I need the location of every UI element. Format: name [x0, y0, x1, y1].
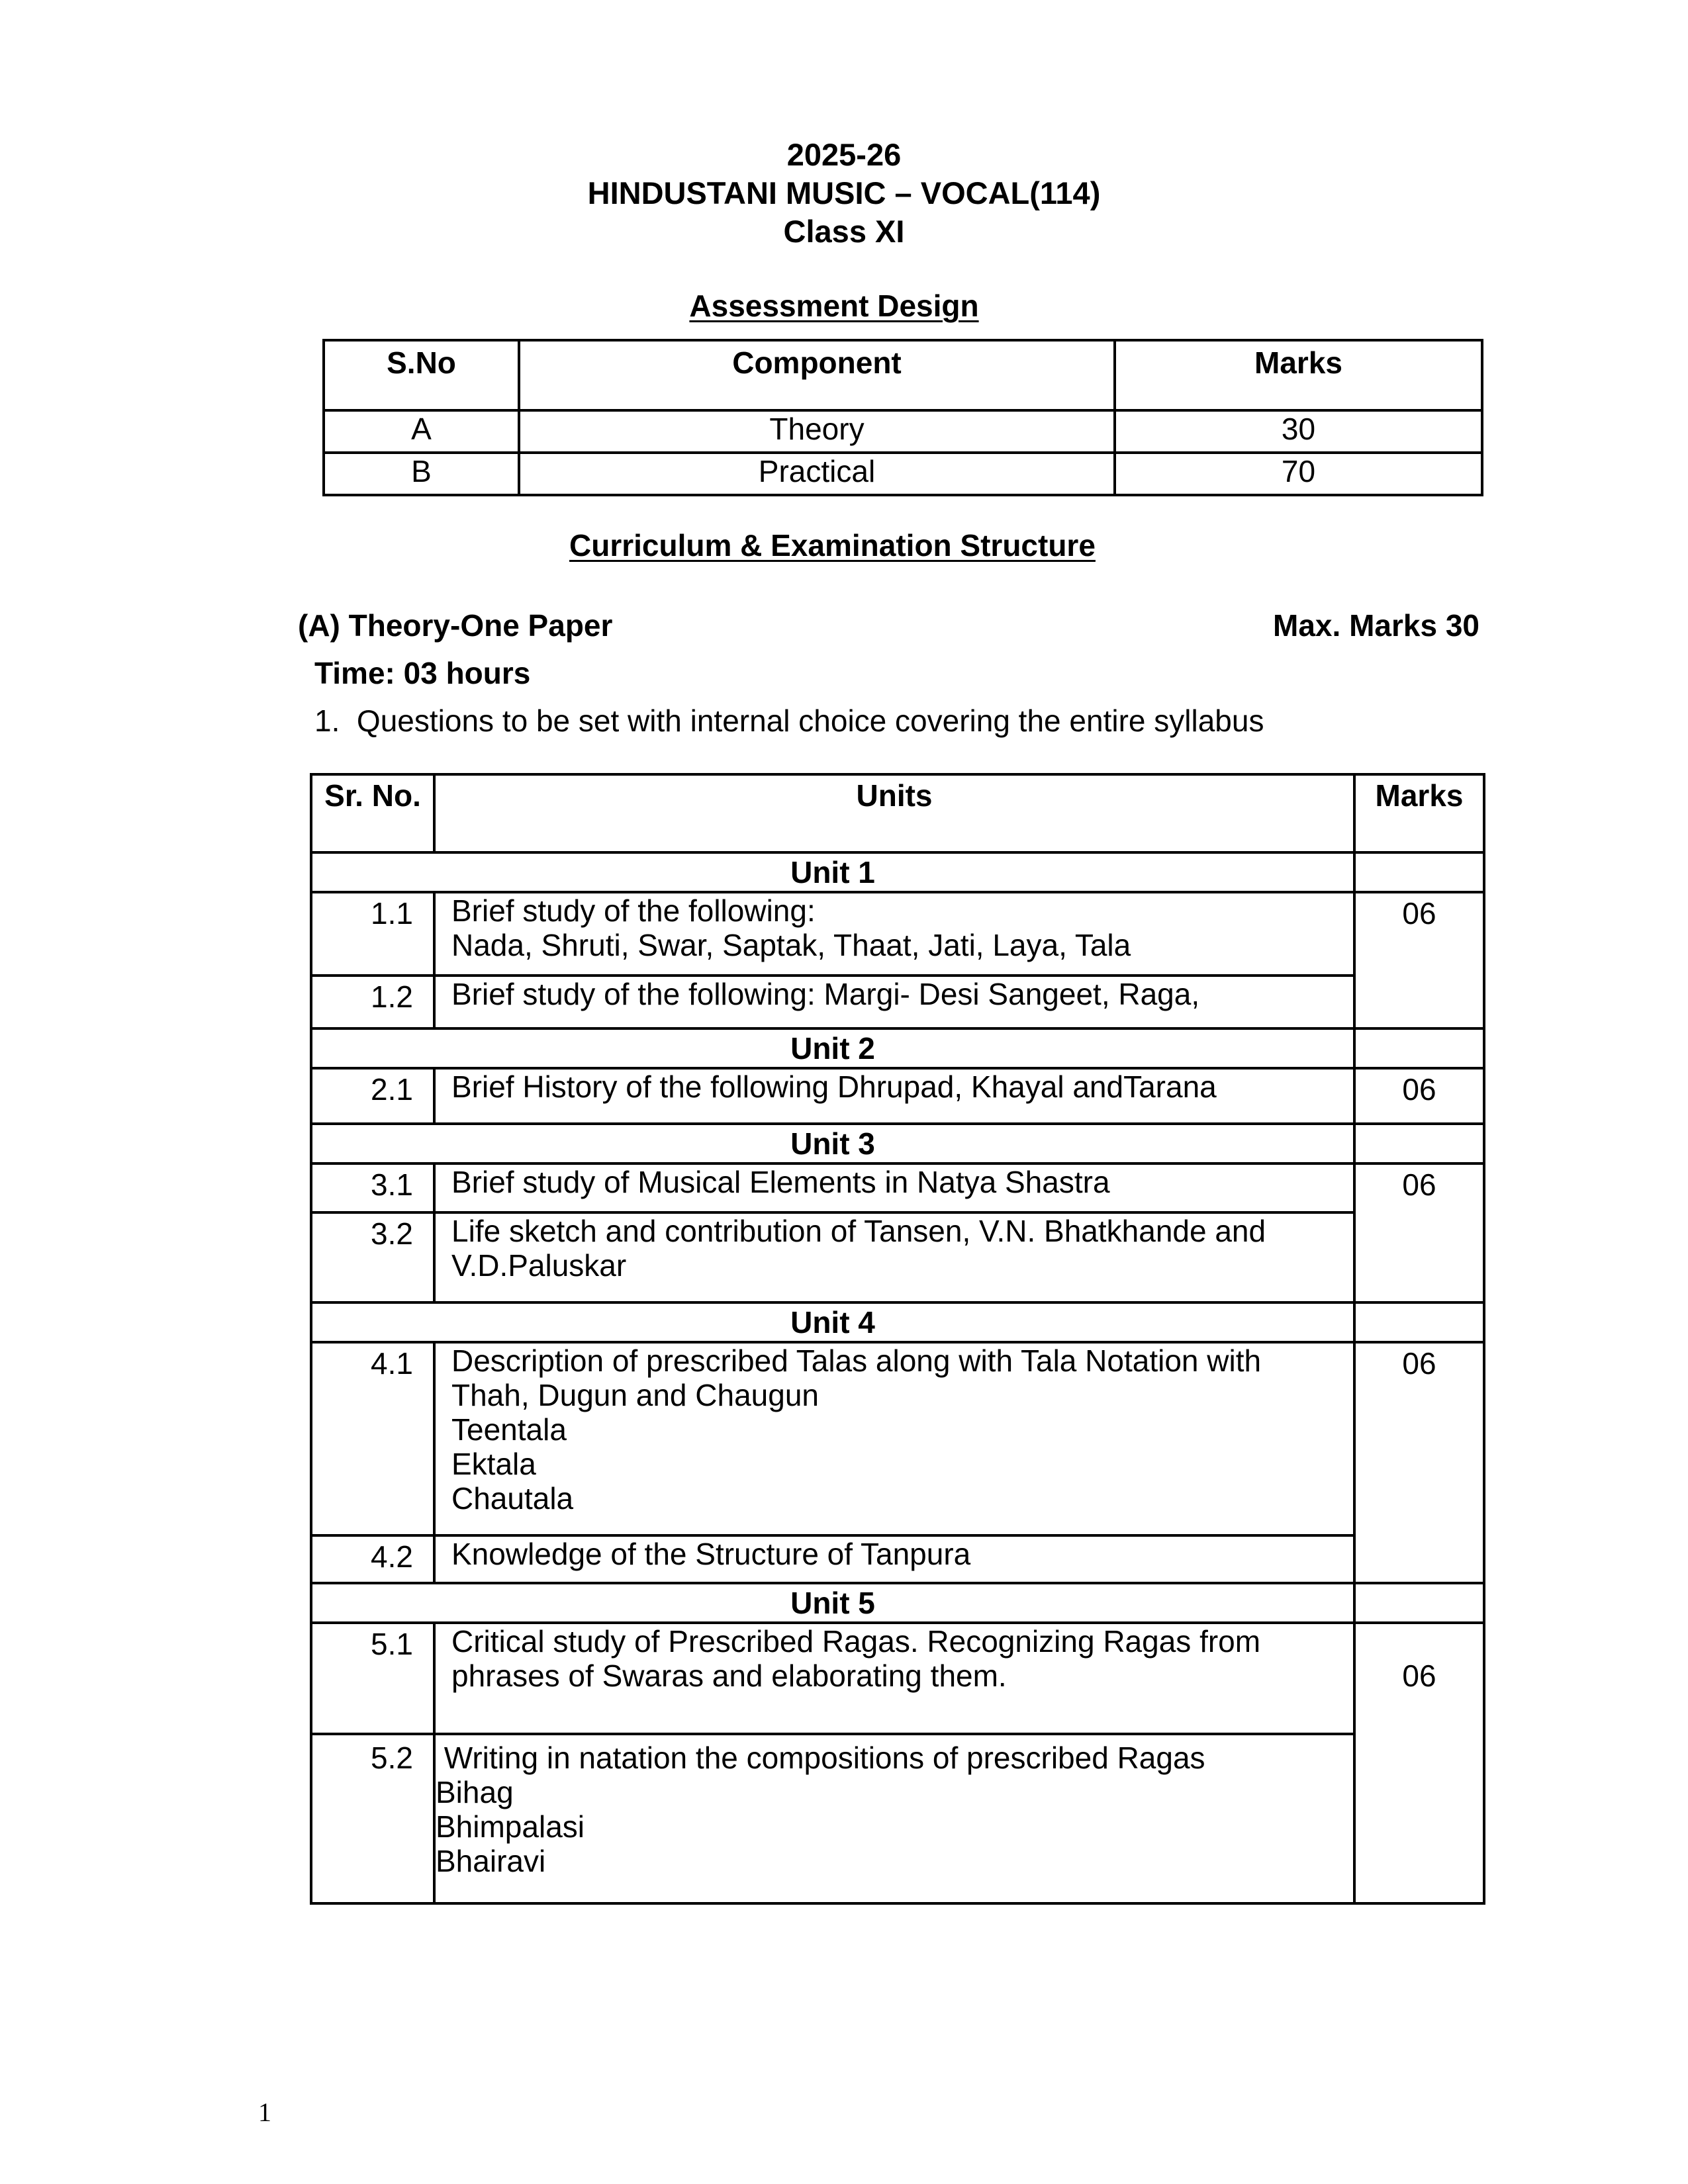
document-subject: HINDUSTANI MUSIC – VOCAL(114) — [587, 175, 1101, 210]
max-marks: Max. Marks 30 — [1273, 608, 1479, 643]
cell-marks: 06 — [1354, 1623, 1484, 1903]
text-line: Brief study of the following: Margi- Desi Sangeet, Raga, — [451, 977, 1200, 1011]
unit-title-row — [311, 1028, 1484, 1068]
unit-title: Unit 5 — [311, 1583, 1354, 1623]
cell-srno: 4.1 — [311, 1342, 434, 1535]
text-line: Writing in natation the compositions of prescribed Ragas — [436, 1741, 1205, 1775]
empty-cell — [1354, 1583, 1484, 1623]
text-line: Knowledge of the Structure of Tanpura — [451, 1537, 971, 1571]
table-row — [311, 1163, 1484, 1212]
cell-component: Theory — [519, 410, 1115, 453]
cell-srno: 5.2 — [311, 1734, 434, 1903]
cell-marks: 06 — [1354, 892, 1484, 1028]
page-number: 1 — [258, 2097, 271, 2127]
table-row — [311, 1068, 1484, 1124]
cell-unit-text — [434, 1342, 1354, 1535]
text-line: Teentala — [451, 1412, 567, 1447]
text-line: Description of prescribed Talas along with Tala Notation with — [451, 1343, 1262, 1378]
cell-srno: 4.2 — [311, 1535, 434, 1583]
text-line: Ektala — [451, 1447, 536, 1481]
table-row — [311, 1623, 1484, 1734]
text-line: Bhairavi — [436, 1844, 546, 1878]
cell-unit-text — [434, 1068, 1354, 1124]
cell-sno: B — [324, 453, 519, 495]
unit-title-row — [311, 1302, 1484, 1342]
text-line: V.D.Paluskar — [451, 1248, 627, 1283]
text-line: Bihag — [436, 1775, 514, 1809]
col-header-component: Component — [519, 340, 1115, 410]
cell-srno: 5.1 — [311, 1623, 434, 1734]
units-table — [310, 773, 1485, 1905]
cell-unit-text — [434, 1535, 1354, 1583]
cell-unit-text — [434, 1734, 1354, 1903]
col-header-sno: S.No — [324, 340, 519, 410]
cell-unit-text — [434, 892, 1354, 976]
table-row — [311, 1212, 1484, 1302]
unit-title: Unit 4 — [311, 1302, 1354, 1342]
text-line: phrases of Swaras and elaborating them. — [451, 1659, 1007, 1693]
empty-cell — [1354, 1028, 1484, 1068]
table-row — [311, 1734, 1484, 1903]
cell-srno: 1.1 — [311, 892, 434, 976]
cell-srno: 3.2 — [311, 1212, 434, 1302]
text-line: Brief study of the following: — [451, 893, 816, 928]
text-line: Bhimpalasi — [436, 1809, 585, 1844]
table-header-row — [311, 774, 1484, 852]
col-header-srno: Sr. No. — [311, 774, 434, 852]
document-year: 2025-26 — [786, 137, 902, 172]
unit-title-row — [311, 1124, 1484, 1163]
table-row — [311, 892, 1484, 976]
text-line: Life sketch and contribution of Tansen, V.N. Bhatkhande and — [451, 1214, 1266, 1248]
empty-cell — [1354, 1302, 1484, 1342]
col-header-marks: Marks — [1354, 774, 1484, 852]
table-row — [324, 453, 1482, 495]
empty-cell — [1354, 1124, 1484, 1163]
cell-srno: 1.2 — [311, 976, 434, 1028]
unit-title-row — [311, 852, 1484, 892]
paper-title: (A) Theory-One Paper — [298, 608, 613, 643]
table-row — [324, 410, 1482, 453]
text-line: Critical study of Prescribed Ragas. Recognizing Ragas from — [451, 1624, 1261, 1659]
text-line: Nada, Shruti, Swar, Saptak, Thaat, Jati, Laya, Tala — [451, 928, 1131, 962]
cell-unit-text — [434, 976, 1354, 1028]
cell-marks: 30 — [1115, 410, 1482, 453]
curriculum-heading: Curriculum & Examination Structure — [569, 528, 1096, 563]
text-line: Brief study of Musical Elements in Natya Shastra — [451, 1165, 1110, 1199]
table-header-row — [324, 340, 1482, 410]
cell-component: Practical — [519, 453, 1115, 495]
text-line: Thah, Dugun and Chaugun — [451, 1378, 819, 1412]
col-header-units: Units — [434, 774, 1354, 852]
empty-cell — [1354, 852, 1484, 892]
table-row — [311, 1342, 1484, 1535]
cell-unit-text — [434, 1163, 1354, 1212]
instruction-note: 1. Questions to be set with internal choice covering the entire syllabus — [314, 704, 1264, 738]
cell-srno: 2.1 — [311, 1068, 434, 1124]
unit-title: Unit 3 — [311, 1124, 1354, 1163]
table-row — [311, 976, 1484, 1028]
cell-unit-text — [434, 1212, 1354, 1302]
cell-marks: 70 — [1115, 453, 1482, 495]
cell-marks: 06 — [1354, 1342, 1484, 1583]
text-line: Brief History of the following Dhrupad, Khayal andTarana — [451, 1069, 1217, 1104]
unit-title-row — [311, 1583, 1484, 1623]
cell-srno: 3.1 — [311, 1163, 434, 1212]
cell-sno: A — [324, 410, 519, 453]
assessment-heading: Assessment Design — [689, 289, 979, 323]
document-class: Class XI — [783, 214, 905, 249]
cell-marks: 06 — [1354, 1068, 1484, 1124]
text-line: Chautala — [451, 1481, 574, 1516]
col-header-marks: Marks — [1115, 340, 1482, 410]
cell-marks: 06 — [1354, 1163, 1484, 1302]
unit-title: Unit 1 — [311, 852, 1354, 892]
table-row — [311, 1535, 1484, 1583]
cell-unit-text — [434, 1623, 1354, 1734]
assessment-table — [322, 339, 1483, 496]
unit-title: Unit 2 — [311, 1028, 1354, 1068]
exam-time: Time: 03 hours — [314, 656, 531, 690]
